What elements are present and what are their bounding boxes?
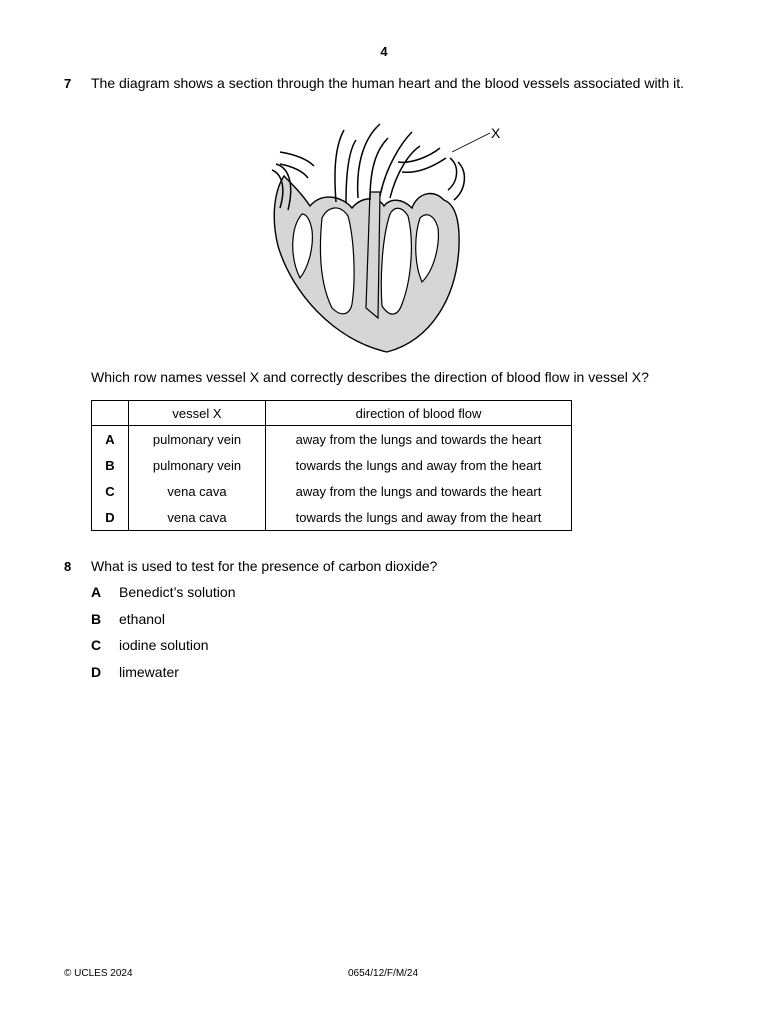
table-row bbox=[92, 452, 572, 478]
left-vessel bbox=[280, 152, 314, 178]
row-vessel: pulmonary vein bbox=[129, 452, 266, 478]
footer-paper-code: 0654/12/F/M/24 bbox=[348, 968, 419, 979]
row-vessel: pulmonary vein bbox=[129, 426, 266, 453]
table-row bbox=[92, 504, 572, 531]
label-x-line bbox=[452, 133, 490, 152]
page-number: 4 bbox=[380, 44, 388, 59]
footer-copyright: © UCLES 2024 bbox=[64, 968, 133, 979]
pulmonary-artery bbox=[380, 132, 420, 198]
header-direction: direction of blood flow bbox=[266, 401, 572, 426]
heart-section-drawing bbox=[262, 118, 512, 358]
row-direction: towards the lungs and away from the heart bbox=[266, 452, 572, 478]
question-8-number: 8 bbox=[64, 559, 72, 574]
option-text: iodine solution bbox=[119, 637, 209, 653]
question-8-stem: What is used to test for the presence of carbon dioxide? bbox=[91, 558, 438, 574]
option-text: limewater bbox=[119, 663, 179, 680]
option-letter: A bbox=[91, 584, 102, 600]
vena-cava-top bbox=[335, 130, 356, 202]
list-item bbox=[91, 584, 235, 611]
header-letter bbox=[92, 401, 129, 426]
table-row bbox=[92, 478, 572, 504]
right-vessel bbox=[448, 158, 464, 200]
option-letter: D bbox=[91, 663, 102, 680]
header-vessel: vessel X bbox=[129, 401, 266, 426]
question-8-options bbox=[91, 584, 235, 690]
option-text: Benedict’s solution bbox=[119, 584, 236, 600]
question-7-prompt: Which row names vessel X and correctly describes the direction of blood flow in vessel X? bbox=[91, 369, 649, 385]
aorta bbox=[358, 124, 388, 200]
question-7-number: 7 bbox=[64, 76, 72, 91]
row-letter: C bbox=[92, 478, 129, 504]
question-7-stem: The diagram shows a section through the human heart and the blood vessels associated with it. bbox=[91, 75, 685, 91]
vessel-x bbox=[398, 148, 446, 172]
option-letter: B bbox=[91, 610, 102, 627]
row-letter: B bbox=[92, 452, 129, 478]
row-letter: A bbox=[92, 426, 129, 453]
row-direction: away from the lungs and towards the heart bbox=[266, 426, 572, 453]
answer-table-header bbox=[92, 401, 572, 426]
label-x: X bbox=[491, 125, 501, 141]
list-item bbox=[91, 611, 235, 638]
option-text: ethanol bbox=[119, 610, 165, 627]
answer-table bbox=[91, 400, 572, 531]
row-vessel: vena cava bbox=[129, 478, 266, 504]
row-vessel: vena cava bbox=[129, 504, 266, 531]
heart-diagram bbox=[262, 118, 512, 358]
row-direction: towards the lungs and away from the heart bbox=[266, 504, 572, 531]
table-row bbox=[92, 426, 572, 453]
option-letter: C bbox=[91, 637, 102, 653]
row-letter: D bbox=[92, 504, 129, 531]
list-item bbox=[91, 664, 235, 691]
list-item bbox=[91, 637, 235, 664]
row-direction: away from the lungs and towards the heart bbox=[266, 478, 572, 504]
